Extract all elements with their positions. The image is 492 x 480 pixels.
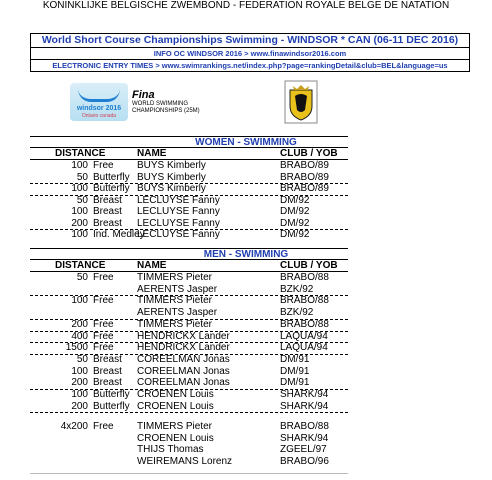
name-cell: THIJS Thomas bbox=[137, 444, 204, 455]
name-cell: WEIREMANS Lorenz bbox=[137, 455, 233, 467]
distance-cell: 100 bbox=[71, 295, 88, 307]
stroke-cell: Free bbox=[93, 160, 114, 171]
table-row bbox=[0, 319, 492, 330]
table-row bbox=[0, 444, 492, 455]
name-cell: AERENTS Jasper bbox=[137, 307, 218, 319]
federation-header: KONINKLIJKE BELGISCHE ZWEMBOND - FEDERATION ROYALE BELGE DE NATATION bbox=[42, 0, 450, 11]
row-divider bbox=[30, 195, 348, 196]
fina-sub2: CHAMPIONSHIPS (25M) bbox=[132, 108, 200, 114]
table-row bbox=[0, 295, 492, 306]
stroke-cell: Butterfly bbox=[93, 389, 130, 400]
distance-cell: 200 bbox=[71, 318, 88, 330]
stroke-cell: Free bbox=[93, 272, 114, 283]
col-name: NAME bbox=[137, 260, 167, 271]
name-cell: CROENEN Louis bbox=[137, 389, 214, 400]
windsor-logo-text: windsor 2016 bbox=[76, 105, 122, 112]
row-divider bbox=[30, 319, 348, 320]
table-row bbox=[0, 272, 492, 283]
club-cell: SHARK/94 bbox=[280, 400, 329, 412]
stroke-cell: Breast bbox=[93, 194, 122, 206]
club-cell: SHARK/94 bbox=[280, 432, 329, 444]
name-cell: LECLUYSE Fanny bbox=[137, 217, 220, 229]
distance-cell: 400 bbox=[71, 330, 88, 342]
table-row bbox=[0, 284, 492, 295]
col-club: CLUB / YOB bbox=[280, 260, 338, 271]
club-cell: DM/92 bbox=[280, 194, 310, 206]
name-cell: LECLUYSE Fanny bbox=[137, 194, 220, 206]
stroke-cell: Breast bbox=[93, 217, 122, 229]
club-cell: BRABO/88 bbox=[280, 318, 329, 330]
name-cell: HENDRICKX Lander bbox=[137, 330, 230, 342]
distance-cell: 100 bbox=[71, 229, 88, 240]
stroke-cell: Breast bbox=[93, 377, 122, 389]
name-cell: TIMMERS Pieter bbox=[137, 318, 213, 330]
club-cell: BRABO/89 bbox=[280, 160, 329, 171]
table-row bbox=[0, 183, 492, 194]
name-cell: LECLUYSE Fanny bbox=[137, 206, 220, 217]
club-cell: DM/92 bbox=[280, 229, 310, 240]
stroke-cell: Free bbox=[93, 342, 114, 354]
fina-logo bbox=[132, 90, 200, 115]
federation-crest-icon bbox=[284, 80, 318, 124]
club-cell: DM/91 bbox=[280, 365, 310, 377]
stroke-cell: Breast bbox=[93, 353, 122, 365]
name-cell: COREELMAN Jonas bbox=[137, 353, 230, 365]
table-row bbox=[0, 172, 492, 183]
table-row bbox=[0, 218, 492, 229]
distance-cell: 50 bbox=[76, 171, 88, 183]
row-divider bbox=[30, 412, 348, 413]
stroke-cell: Free bbox=[93, 330, 114, 342]
stroke-cell: Butterfly bbox=[93, 400, 130, 412]
table-row bbox=[0, 229, 492, 240]
name-cell: AERENTS Jasper bbox=[137, 283, 218, 295]
club-cell: BRABO/88 bbox=[280, 295, 329, 307]
name-cell: COREELMAN Jonas bbox=[137, 377, 230, 389]
club-cell: DM/91 bbox=[280, 377, 310, 389]
name-cell: BUYS Kimberly bbox=[137, 171, 206, 183]
table-row bbox=[0, 206, 492, 217]
col-distance: DISTANCE bbox=[55, 260, 106, 271]
table-row bbox=[0, 354, 492, 365]
name-cell: TIMMERS Pieter bbox=[137, 272, 213, 283]
club-cell: SHARK/94 bbox=[280, 389, 329, 400]
windsor-2016-logo bbox=[70, 83, 128, 121]
stroke-cell: Breast bbox=[93, 206, 122, 217]
stroke-cell: Ind. Medley bbox=[93, 229, 145, 240]
men-section-title: MEN - SWIMMING bbox=[203, 249, 289, 260]
footer-rule bbox=[30, 473, 348, 474]
distance-cell: 200 bbox=[71, 217, 88, 229]
name-cell: BUYS Kimberly bbox=[137, 160, 206, 171]
row-divider bbox=[30, 295, 348, 296]
club-cell: ZGEEL/97 bbox=[280, 444, 327, 455]
windsor-logo-subtext: Ontario canada bbox=[81, 113, 117, 119]
table-row bbox=[0, 421, 492, 432]
distance-cell: 100 bbox=[71, 206, 88, 217]
club-cell: DM/91 bbox=[280, 353, 310, 365]
club-cell: BRABO/89 bbox=[280, 171, 329, 183]
table-row bbox=[0, 307, 492, 318]
stroke-cell: Butterfly bbox=[93, 183, 130, 194]
distance-cell: 1500 bbox=[65, 342, 88, 354]
stroke-cell: Butterfly bbox=[93, 171, 130, 183]
club-cell: BRABO/88 bbox=[280, 421, 329, 432]
club-cell: LAQUA/94 bbox=[280, 330, 328, 342]
table-row bbox=[0, 377, 492, 388]
col-distance: DISTANCE bbox=[55, 148, 106, 159]
name-cell: CROENEN Louis bbox=[137, 432, 214, 444]
col-club: CLUB / YOB bbox=[280, 148, 338, 159]
stroke-cell: Free bbox=[93, 318, 114, 330]
entries-link[interactable]: ELECTRONIC ENTRY TIMES > www.swimrankings.net/index.php?page=rankingDetail&club=BEL&language=us bbox=[30, 59, 470, 72]
table-row bbox=[0, 401, 492, 412]
club-cell: BRABO/96 bbox=[280, 455, 329, 467]
distance-cell: 100 bbox=[71, 389, 88, 400]
table-row bbox=[0, 433, 492, 444]
stroke-cell: Free bbox=[93, 421, 114, 432]
club-cell: DM/92 bbox=[280, 206, 310, 217]
club-cell: BRABO/89 bbox=[280, 183, 329, 194]
row-divider bbox=[30, 354, 348, 355]
row-divider bbox=[30, 389, 348, 390]
name-cell: TIMMERS Pieter bbox=[137, 295, 213, 307]
table-row bbox=[0, 160, 492, 171]
swimmer-wave-icon bbox=[78, 89, 120, 102]
table-row bbox=[0, 342, 492, 353]
row-divider bbox=[30, 331, 348, 332]
club-cell: DM/92 bbox=[280, 217, 310, 229]
section-divider bbox=[30, 136, 348, 137]
name-cell: HENDRICKX Lander bbox=[137, 342, 230, 354]
name-cell: CROENEN Louis bbox=[137, 400, 214, 412]
fina-sub1: WORLD SWIMMING bbox=[132, 101, 188, 107]
stroke-cell: Free bbox=[93, 295, 114, 307]
row-divider bbox=[30, 229, 348, 230]
name-cell: COREELMAN Jonas bbox=[137, 365, 230, 377]
distance-cell: 100 bbox=[71, 365, 88, 377]
row-divider bbox=[30, 183, 348, 184]
club-cell: BZK/92 bbox=[280, 283, 314, 295]
distance-cell: 4x200 bbox=[60, 421, 88, 432]
name-cell: LECLUYSE Fanny bbox=[137, 229, 220, 240]
distance-cell: 50 bbox=[76, 272, 88, 283]
women-section-title: WOMEN - SWIMMING bbox=[195, 137, 297, 148]
distance-cell: 50 bbox=[76, 194, 88, 206]
name-cell: TIMMERS Pieter bbox=[137, 421, 213, 432]
info-link[interactable]: INFO OC WINDSOR 2016 > www.finawindsor2016.com bbox=[30, 47, 470, 59]
event-title: World Short Course Championships Swimming - WINDSOR * CAN (06-11 DEC 2016) bbox=[30, 33, 470, 47]
col-name: NAME bbox=[137, 148, 167, 159]
name-cell: BUYS Kimberly bbox=[137, 183, 206, 194]
distance-cell: 100 bbox=[71, 160, 88, 171]
table-row bbox=[0, 389, 492, 400]
table-row bbox=[0, 331, 492, 342]
table-row bbox=[0, 195, 492, 206]
club-cell: BRABO/88 bbox=[280, 272, 329, 283]
table-row bbox=[0, 456, 492, 467]
distance-cell: 50 bbox=[76, 353, 88, 365]
fina-logo-text: Fina bbox=[132, 89, 155, 101]
distance-cell: 100 bbox=[71, 183, 88, 194]
stroke-cell: Breast bbox=[93, 365, 122, 377]
distance-cell: 200 bbox=[71, 400, 88, 412]
table-row bbox=[0, 366, 492, 377]
club-cell: LAQUA/94 bbox=[280, 342, 328, 354]
row-divider bbox=[30, 342, 348, 343]
distance-cell: 200 bbox=[71, 377, 88, 389]
club-cell: BZK/92 bbox=[280, 307, 314, 319]
